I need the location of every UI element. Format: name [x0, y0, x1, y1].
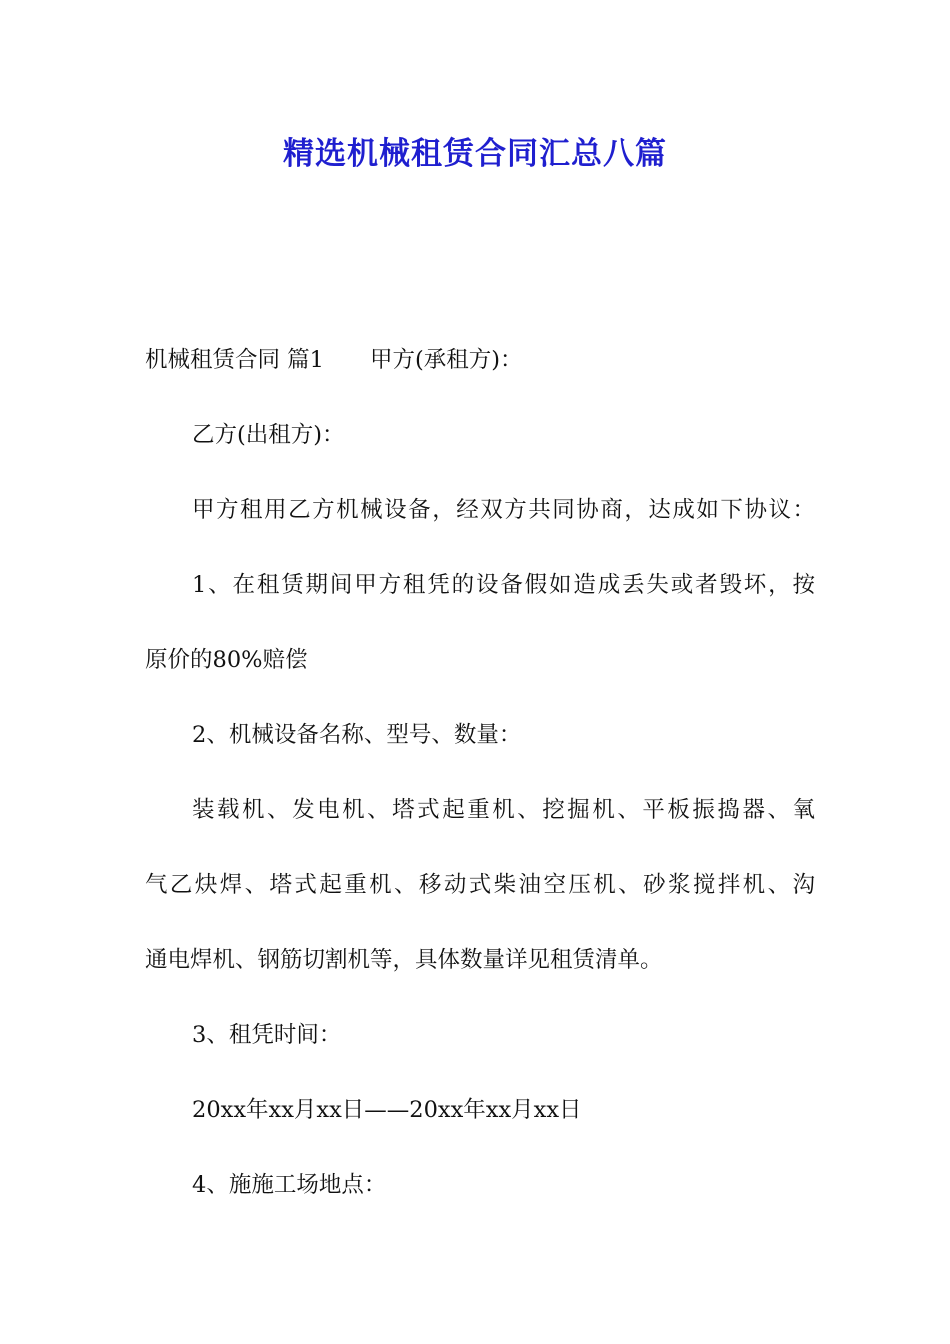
clause-3-heading: 3、租凭时间：	[192, 1022, 342, 1048]
section-heading-line	[145, 340, 815, 380]
clause-2-line-2: 气乙炔焊、塔式起重机、移动式柴油空压机、砂浆搅拌机、沟	[145, 872, 815, 898]
clause-2-heading: 2、机械设备名称、型号、数量：	[192, 722, 522, 748]
party-a-label: 甲方(承租方)：	[369, 347, 523, 373]
party-b-label: 乙方(出租方)：	[192, 422, 345, 448]
document-title: 精选机械租赁合同汇总八篇	[283, 136, 667, 172]
clause-4-heading: 4、施施工场地点：	[192, 1172, 387, 1198]
clause-2-line-1: 装载机、发电机、塔式起重机、挖掘机、平板振捣器、氧	[192, 797, 815, 823]
clause-2-line-3: 通电焊机、钢筋切割机等，具体数量详见租赁清单。	[145, 947, 663, 973]
clause-3-value: 20xx年xx月xx日——20xx年xx月xx日	[192, 1097, 582, 1123]
intro-paragraph: 甲方租用乙方机械设备，经双方共同协商，达成如下协议：	[192, 497, 815, 523]
clause-1-line-1: 1、在租赁期间甲方租凭的设备假如造成丢失或者毁坏，按	[192, 572, 815, 598]
section-heading-label: 机械租赁合同 篇1	[145, 347, 324, 373]
clause-1-line-2: 原价的80%赔偿	[145, 647, 308, 673]
